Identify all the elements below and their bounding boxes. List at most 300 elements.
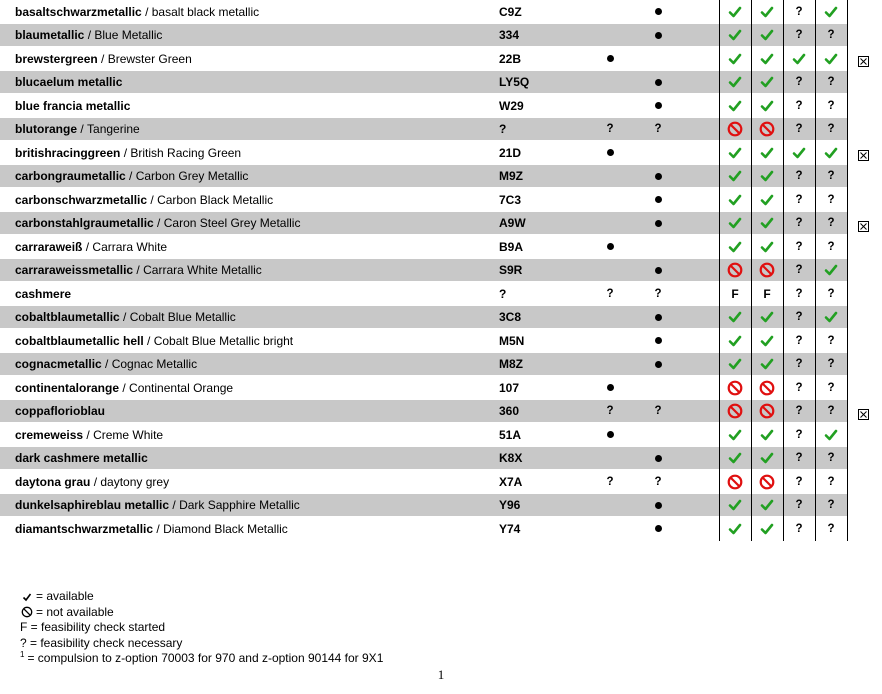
status-cell — [789, 376, 809, 400]
color-name-de: blucaelum metallic — [15, 75, 123, 90]
m1-cell — [600, 212, 620, 236]
status-cell — [821, 141, 841, 165]
status-cell — [725, 118, 745, 142]
status-cell — [757, 259, 777, 283]
status-cell — [821, 165, 841, 189]
status-unknown: ? — [795, 522, 803, 535]
color-name-de: carbonstahlgraumetallic — [15, 216, 154, 231]
page-number: 1 — [437, 667, 445, 682]
color-name-de: continentalorange — [15, 380, 120, 395]
color-name-cell: basaltschwarzmetallic / basalt black metallic — [15, 4, 260, 19]
status-cell — [725, 188, 745, 212]
status-cell — [821, 259, 841, 283]
m2-cell — [648, 94, 668, 118]
color-name-de: cobaltblaumetallic hell — [15, 333, 144, 348]
bullet-icon — [655, 361, 662, 368]
check-icon — [760, 522, 774, 536]
paint-code: LY5Q — [499, 75, 530, 90]
m2-cell — [648, 259, 668, 283]
check-icon — [824, 310, 838, 324]
status-unknown: ? — [795, 452, 803, 465]
status-cell — [789, 212, 809, 236]
check-icon — [824, 5, 838, 19]
m2-cell — [648, 376, 668, 400]
not-available-icon — [727, 403, 743, 419]
status-cell — [789, 282, 809, 306]
status-cell — [789, 24, 809, 48]
column-divider — [815, 0, 816, 541]
bullet-icon — [655, 8, 662, 15]
status-cell — [725, 24, 745, 48]
m2-cell — [648, 71, 668, 95]
color-name-en: Continental Orange — [129, 380, 234, 395]
bullet-icon — [655, 220, 662, 227]
check-icon — [760, 99, 774, 113]
paint-code: 7C3 — [499, 192, 522, 207]
status-cell — [853, 329, 873, 353]
status-cell — [725, 259, 745, 283]
m1-unknown: ? — [606, 475, 614, 488]
status-cell — [725, 494, 745, 518]
status-unknown: ? — [795, 123, 803, 136]
status-cell — [853, 423, 873, 447]
m2-cell — [648, 165, 668, 189]
m1-cell — [600, 24, 620, 48]
status-cell — [821, 282, 841, 306]
color-name-de: daytona grau — [15, 474, 91, 489]
bullet-icon — [655, 79, 662, 86]
status-unknown: ? — [827, 193, 835, 206]
status-unknown: ? — [795, 381, 803, 394]
status-cell — [853, 259, 873, 283]
status-unknown: ? — [795, 264, 803, 277]
not-available-icon — [727, 121, 743, 137]
status-cell — [821, 212, 841, 236]
m1-cell — [600, 517, 620, 541]
legend-feasibility-started: F = feasibility check started — [20, 620, 166, 634]
table-row — [0, 494, 882, 518]
m1-unknown: ? — [606, 405, 614, 418]
status-unknown: ? — [795, 5, 803, 18]
color-name-de: basaltschwarzmetallic — [15, 4, 142, 19]
status-unknown: ? — [827, 522, 835, 535]
status-unknown: ? — [795, 428, 803, 441]
m2-cell — [648, 188, 668, 212]
check-icon — [824, 52, 838, 66]
bullet-icon — [655, 102, 662, 109]
m1-cell — [600, 259, 620, 283]
status-cell — [725, 71, 745, 95]
check-icon — [728, 498, 742, 512]
status-cell — [757, 212, 777, 236]
status-cell — [853, 71, 873, 95]
m2-cell — [648, 470, 668, 494]
status-cell — [821, 470, 841, 494]
status-cell — [789, 306, 809, 330]
status-cell — [853, 517, 873, 541]
status-cell — [789, 165, 809, 189]
status-cell — [821, 71, 841, 95]
status-cell — [757, 329, 777, 353]
check-icon — [728, 240, 742, 254]
status-cell — [725, 329, 745, 353]
status-cell — [725, 517, 745, 541]
status-check-started: F — [763, 286, 771, 301]
legend-feasibility-necessary: ? = feasibility check necessary — [20, 635, 183, 650]
status-cell — [725, 165, 745, 189]
color-name-en: Carrara White — [92, 239, 168, 254]
m2-cell — [648, 47, 668, 71]
status-cell — [821, 353, 841, 377]
table-row — [0, 0, 882, 24]
color-name-cell: britishracinggreen / British Racing Green — [15, 145, 242, 160]
check-icon — [728, 146, 742, 160]
color-name-cell: diamantschwarzmetallic / Diamond Black Metallic — [15, 521, 288, 536]
color-name-cell: carbongraumetallic / Carbon Grey Metallic — [15, 169, 249, 184]
status-cell — [853, 212, 873, 236]
check-icon — [760, 5, 774, 19]
check-icon — [760, 240, 774, 254]
status-cell — [789, 118, 809, 142]
check-icon — [760, 52, 774, 66]
color-name-de: cashmere — [15, 286, 72, 301]
m2-cell — [648, 329, 668, 353]
not-available-icon — [759, 121, 775, 137]
status-cell — [821, 376, 841, 400]
status-unknown: ? — [795, 170, 803, 183]
status-cell — [821, 188, 841, 212]
paint-code: 3C8 — [499, 310, 522, 325]
status-unknown: ? — [795, 217, 803, 230]
paint-code: Y96 — [499, 498, 521, 513]
m2-cell — [648, 0, 668, 24]
paint-code: W29 — [499, 98, 524, 113]
table-row — [0, 423, 882, 447]
paint-code: ? — [499, 122, 507, 137]
status-cell — [757, 118, 777, 142]
paint-code: X7A — [499, 474, 523, 489]
color-name-de: blutorange — [15, 122, 77, 137]
status-cell — [789, 259, 809, 283]
check-icon — [760, 451, 774, 465]
m1-cell — [600, 235, 620, 259]
not-available-icon — [759, 403, 775, 419]
check-icon — [728, 193, 742, 207]
status-cell — [725, 141, 745, 165]
status-unknown: ? — [795, 405, 803, 418]
m2-cell — [648, 235, 668, 259]
m2-cell — [648, 24, 668, 48]
check-icon — [760, 169, 774, 183]
status-unknown: ? — [795, 240, 803, 253]
check-icon — [728, 310, 742, 324]
status-cell — [757, 447, 777, 471]
paint-code: A9W — [499, 216, 526, 231]
status-cell — [725, 353, 745, 377]
status-unknown: ? — [795, 334, 803, 347]
not-available-icon — [759, 474, 775, 490]
status-cell — [853, 94, 873, 118]
table-row — [0, 47, 882, 71]
legend-not-available: = not available — [36, 604, 114, 619]
color-name-de: dunkelsaphireblau metallic — [15, 498, 170, 513]
status-cell — [853, 306, 873, 330]
bullet-icon — [655, 173, 662, 180]
paint-code: 51A — [499, 427, 522, 442]
status-unknown: ? — [827, 334, 835, 347]
bullet-icon — [655, 314, 662, 321]
m1-cell — [600, 118, 620, 142]
check-icon — [824, 263, 838, 277]
color-name-cell: carraraweissmetallic / Carrara White Metallic — [15, 263, 262, 278]
status-cell — [725, 470, 745, 494]
status-unknown: ? — [795, 358, 803, 371]
m2-unknown: ? — [654, 475, 662, 488]
paint-code: M9Z — [499, 169, 523, 184]
paint-code: M8Z — [499, 357, 523, 372]
paint-code: 360 — [499, 404, 520, 419]
m1-cell — [600, 47, 620, 71]
m1-cell — [600, 141, 620, 165]
m2-cell — [648, 282, 668, 306]
color-name-cell: cognacmetallic / Cognac Metallic — [15, 357, 198, 372]
not-available-icon — [20, 605, 34, 619]
check-icon — [760, 357, 774, 371]
check-icon — [760, 75, 774, 89]
m1-unknown: ? — [606, 287, 614, 300]
status-cell — [853, 188, 873, 212]
color-name-de: dark cashmere metallic — [15, 451, 148, 466]
table-row — [0, 141, 882, 165]
color-name-de: blue francia metallic — [15, 98, 131, 113]
status-unknown: ? — [827, 499, 835, 512]
paint-code: 107 — [499, 380, 520, 395]
m1-cell — [600, 470, 620, 494]
bullet-icon — [655, 455, 662, 462]
status-cell — [853, 24, 873, 48]
status-cell — [789, 188, 809, 212]
color-name-cell — [15, 71, 122, 95]
check-icon — [728, 357, 742, 371]
status-cell — [789, 94, 809, 118]
m1-cell — [600, 306, 620, 330]
status-unknown: ? — [827, 76, 835, 89]
color-name-en: Carbon Grey Metallic — [135, 169, 249, 184]
status-cell — [789, 235, 809, 259]
m2-cell — [648, 494, 668, 518]
color-name-en: Tangerine — [87, 122, 140, 137]
color-name-de: cognacmetallic — [15, 357, 102, 372]
status-cell — [821, 47, 841, 71]
status-unknown: ? — [795, 99, 803, 112]
check-icon — [728, 28, 742, 42]
not-available-icon — [727, 380, 743, 396]
status-unknown: ? — [827, 452, 835, 465]
status-cell — [757, 141, 777, 165]
column-divider — [783, 0, 784, 541]
color-name-en: Diamond Black Metallic — [163, 521, 288, 536]
m1-cell — [600, 400, 620, 424]
status-cell — [725, 376, 745, 400]
color-name-de: carbonschwarzmetallic — [15, 192, 148, 207]
status-cell — [789, 423, 809, 447]
check-icon — [728, 428, 742, 442]
color-name-cell: cobaltblaumetallic / Cobalt Blue Metallic — [15, 310, 236, 325]
table-row — [0, 353, 882, 377]
color-name-de: diamantschwarzmetallic — [15, 521, 154, 536]
table-row — [0, 259, 882, 283]
color-name-cell — [15, 94, 130, 118]
table-row — [0, 329, 882, 353]
status-cell — [757, 306, 777, 330]
bullet-icon — [607, 149, 614, 156]
status-cell — [725, 447, 745, 471]
check-icon — [728, 169, 742, 183]
check-icon — [760, 216, 774, 230]
status-cell — [757, 94, 777, 118]
color-name-en: Caron Steel Grey Metallic — [163, 216, 301, 231]
bullet-icon — [607, 55, 614, 62]
table-row — [0, 212, 882, 236]
status-cell — [821, 24, 841, 48]
status-cell — [725, 47, 745, 71]
status-unknown: ? — [827, 170, 835, 183]
color-name-cell: blutorange / Tangerine — [15, 122, 140, 137]
status-cell — [757, 71, 777, 95]
table-row — [0, 71, 882, 95]
status-cell — [757, 376, 777, 400]
column-divider — [847, 0, 848, 541]
status-cell — [821, 494, 841, 518]
paint-code: 22B — [499, 51, 522, 66]
column-divider — [751, 0, 752, 541]
m2-cell — [648, 353, 668, 377]
status-cell — [821, 306, 841, 330]
m2-cell — [648, 141, 668, 165]
status-cell — [789, 400, 809, 424]
m1-cell — [600, 71, 620, 95]
status-cell — [757, 0, 777, 24]
paint-code: ? — [499, 286, 507, 301]
status-cell — [757, 24, 777, 48]
status-unknown: ? — [827, 475, 835, 488]
check-icon — [728, 522, 742, 536]
legend-available: = available — [36, 589, 94, 603]
m1-cell — [600, 329, 620, 353]
check-icon — [728, 216, 742, 230]
status-cell — [853, 47, 873, 71]
check-icon — [728, 451, 742, 465]
table-row — [0, 376, 882, 400]
status-unknown: ? — [795, 76, 803, 89]
status-cell — [789, 71, 809, 95]
status-unknown: ? — [827, 217, 835, 230]
m1-cell — [600, 188, 620, 212]
color-name-en: Cobalt Blue Metallic — [129, 310, 236, 325]
status-cell — [789, 494, 809, 518]
m2-cell — [648, 212, 668, 236]
m2-cell — [648, 400, 668, 424]
status-cell — [853, 376, 873, 400]
status-cell — [853, 0, 873, 24]
status-unknown: ? — [827, 358, 835, 371]
status-unknown: ? — [827, 381, 835, 394]
bullet-icon — [655, 525, 662, 532]
check-icon — [760, 498, 774, 512]
status-cell — [725, 423, 745, 447]
m2-unknown: ? — [654, 405, 662, 418]
status-cell — [853, 353, 873, 377]
bullet-icon — [655, 267, 662, 274]
color-name-cell: carbonschwarzmetallic / Carbon Black Metallic — [15, 192, 274, 207]
status-unknown: ? — [795, 475, 803, 488]
color-name-de: carbongraumetallic — [15, 169, 126, 184]
table-row — [0, 24, 882, 48]
color-name-de: carraraweiß — [15, 239, 83, 254]
table-row — [0, 517, 882, 541]
color-name-en: Carrara White Metallic — [143, 263, 262, 278]
check-icon — [792, 146, 806, 160]
paint-code: 334 — [499, 28, 520, 43]
paint-code: M5N — [499, 333, 525, 348]
table-row — [0, 235, 882, 259]
paint-code: 21D — [499, 145, 522, 160]
table-row — [0, 188, 882, 212]
color-name-cell: blaumetallic / Blue Metallic — [15, 28, 163, 43]
status-cell — [757, 494, 777, 518]
status-unknown: ? — [827, 99, 835, 112]
status-cell — [789, 517, 809, 541]
color-name-de: carraraweissmetallic — [15, 263, 134, 278]
color-name-en: basalt black metallic — [151, 4, 260, 19]
table-row — [0, 470, 882, 494]
status-cell — [821, 118, 841, 142]
legend-footnote: = compulsion to z-option 70003 for 970 and z-option 90144 for 9X1 — [27, 651, 384, 665]
color-name-cell: continentalorange / Continental Orange — [15, 380, 234, 395]
color-name-cell: carraraweiß / Carrara White — [15, 239, 168, 254]
table-row — [0, 165, 882, 189]
color-name-cell: brewstergreen / Brewster Green — [15, 51, 192, 66]
status-unknown: ? — [795, 287, 803, 300]
status-unknown: ? — [827, 405, 835, 418]
status-cell — [821, 447, 841, 471]
color-name-cell: dunkelsaphireblau metallic / Dark Sapphire Metallic — [15, 498, 300, 513]
check-icon — [728, 334, 742, 348]
color-name-cell: daytona grau / daytony grey — [15, 474, 170, 489]
status-cell — [789, 47, 809, 71]
m1-cell — [600, 94, 620, 118]
status-unknown: ? — [827, 29, 835, 42]
status-cell — [725, 94, 745, 118]
paint-code: S9R — [499, 263, 523, 278]
m1-cell — [600, 494, 620, 518]
status-cell — [725, 400, 745, 424]
color-name-de: blaumetallic — [15, 28, 85, 43]
color-name-en: daytony grey — [100, 474, 170, 489]
check-icon — [824, 146, 838, 160]
m1-cell — [600, 376, 620, 400]
status-cell — [853, 470, 873, 494]
table-row — [0, 282, 882, 306]
status-unknown: ? — [827, 287, 835, 300]
column-divider — [719, 0, 720, 541]
status-cell — [757, 423, 777, 447]
status-cell — [757, 517, 777, 541]
status-cell — [853, 118, 873, 142]
footnote-box-icon — [858, 150, 869, 161]
status-cell — [821, 400, 841, 424]
status-unknown: ? — [795, 29, 803, 42]
